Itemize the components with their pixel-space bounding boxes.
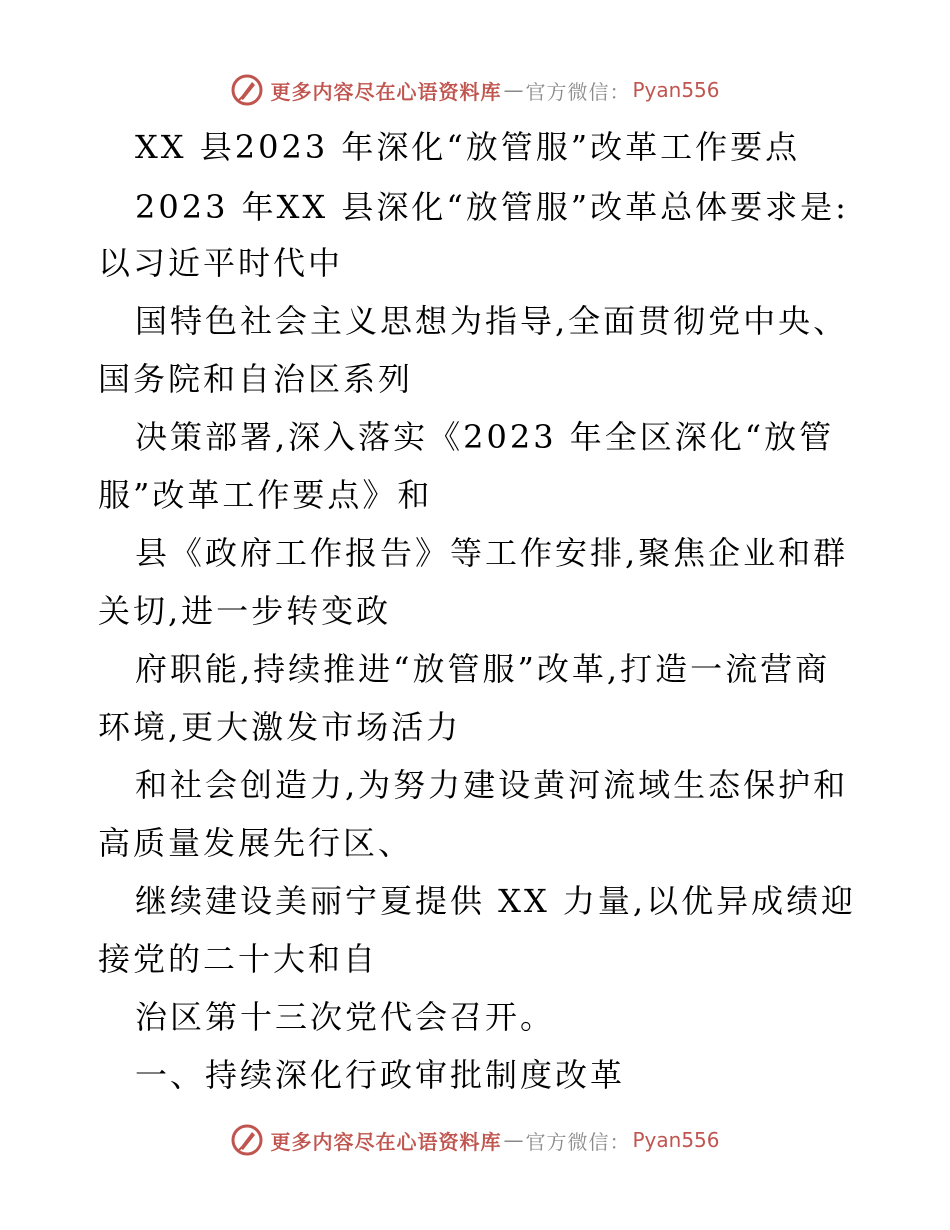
watermark-contact-id: Pyan556 [632,1128,720,1152]
watermark-contact-id: Pyan556 [632,78,720,102]
watermark-separator: — [503,1128,524,1152]
text-line: 府职能,持续推进“放管服”改革,打造一流营商 [135,650,831,688]
text-line: 服”改革工作要点》和 [98,476,433,514]
text-line: 国特色社会主义思想为指导,全面贯彻党中央、 [135,302,849,340]
footer-watermark [0,1120,950,1160]
text-line: 接党的二十大和自 [98,940,379,978]
watermark-separator: — [503,78,524,102]
watermark-contact-label: 官方微信： [525,79,631,104]
text-line: 国务院和自治区系列 [98,360,414,398]
quill-logo-icon [230,1123,264,1157]
text-line: 和社会创造力,为努力建设黄河流域生态保护和 [135,766,849,804]
text-line: 环境,更大激发市场活力 [98,708,462,746]
text-line: 决策部署,深入落实《2023 年全区深化“放管 [135,418,835,456]
section-heading: 一、持续深化行政审批制度改革 [135,1056,626,1094]
text-line: 关切,进一步转变政 [98,592,392,630]
text-line: 县《政府工作报告》等工作安排,聚焦企业和群 [135,534,849,572]
watermark-contact-label: 官方微信： [525,1129,631,1154]
document-title: XX 县2023 年深化“放管服”改革工作要点 [135,128,801,166]
header-watermark [0,70,950,110]
text-line: 以习近平时代中 [98,244,344,282]
watermark-site-text: 更多内容尽在心语资料库 [270,79,502,104]
quill-logo-icon [230,73,264,107]
text-line: 治区第十三次党代会召开。 [135,998,556,1036]
watermark-site-text: 更多内容尽在心语资料库 [270,1129,502,1154]
text-line: 高质量发展先行区、 [98,824,414,862]
text-line: 继续建设美丽宁夏提供 XX 力量,以优异成绩迎 [135,882,857,920]
text-line: 2023 年XX 县深化“放管服”改革总体要求是: [135,188,849,226]
